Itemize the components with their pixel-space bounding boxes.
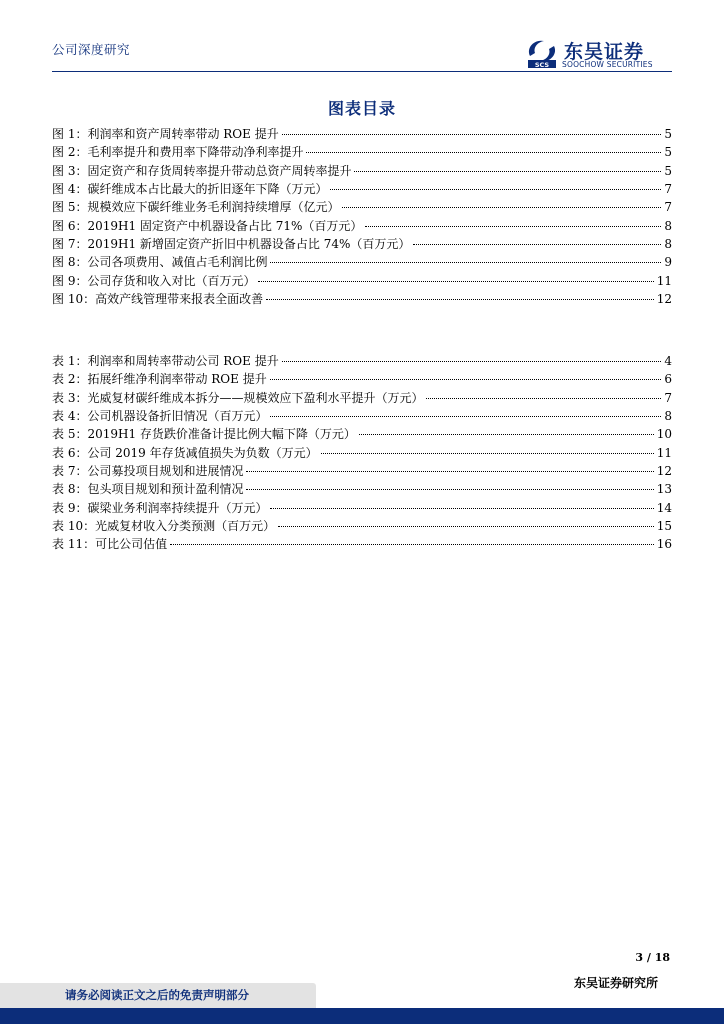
toc-page-number: 7 (664, 200, 672, 215)
dot-leader (426, 397, 661, 399)
dot-leader (258, 280, 653, 282)
toc-entry-text: 表 3：光威复材碳纤维成本拆分——规模效应下盈利水平提升（万元） (52, 390, 424, 405)
toc-page-number: 8 (664, 218, 672, 233)
toc-entry-text: 图 6：2019H1 固定资产中机器设备占比 71%（百万元） (52, 218, 363, 233)
dot-leader (270, 261, 661, 263)
toc-page-number: 8 (664, 237, 672, 252)
brand-name-en: SOOCHOW SECURITIES (562, 60, 653, 69)
footer-band (0, 1008, 724, 1024)
brand-logo-icon (524, 36, 560, 68)
footer-org: 东吴证券研究所 (573, 976, 658, 990)
toc-entry-text: 图 1：利润率和资产周转率带动 ROE 提升 (52, 127, 279, 141)
toc-entry-text: 图 4：碳纤维成本占比最大的折旧逐年下降（万元） (52, 182, 328, 197)
dot-leader (266, 298, 654, 300)
section-label: 公司深度研究 (52, 42, 131, 57)
toc-entry[interactable] (52, 425, 672, 443)
toc-page-number: 13 (656, 482, 672, 497)
dot-leader (246, 470, 653, 472)
toc-entry[interactable] (52, 444, 672, 462)
toc-page-number: 12 (656, 464, 672, 479)
toc-entry-text: 表 11：可比公司估值 (52, 537, 168, 552)
dot-leader (270, 378, 662, 380)
toc-entry[interactable] (52, 407, 672, 425)
toc-entry[interactable] (52, 480, 672, 498)
toc-entry-text: 图 9：公司存货和收入对比（百万元） (52, 273, 256, 288)
toc-entry[interactable] (52, 180, 672, 198)
toc-page-number: 9 (664, 255, 672, 270)
toc-entry[interactable] (52, 535, 672, 553)
brand-logo (524, 36, 676, 70)
toc-entry[interactable] (52, 389, 672, 407)
dot-leader (354, 170, 661, 172)
toc-page-number: 12 (656, 292, 672, 307)
toc-page-number: 11 (656, 273, 672, 288)
toc-entry-text: 表 10：光威复材收入分类预测（百万元） (52, 519, 276, 534)
toc-page-number: 4 (664, 354, 672, 368)
toc-entry[interactable] (52, 517, 672, 535)
toc-page-number: 5 (664, 127, 672, 141)
brand-name-cn: 东吴证券 (564, 41, 645, 63)
toc-entry-text: 表 2：拓展纤维净利润率带动 ROE 提升 (52, 372, 267, 387)
toc-entry-text: 表 5：2019H1 存货跌价准备计提比例大幅下降（万元） (52, 427, 356, 442)
dot-leader (342, 206, 661, 208)
toc-entry-text: 图 2：毛利率提升和费用率下降带动净利率提升 (52, 145, 304, 160)
toc-entry-text: 表 1：利润率和周转率带动公司 ROE 提升 (52, 354, 279, 368)
toc-page-number: 8 (664, 409, 672, 424)
toc-page-number: 11 (656, 445, 672, 460)
toc-entry-text: 表 7：公司募投项目规划和进展情况 (52, 464, 244, 479)
table-list (52, 352, 672, 554)
toc-page-number: 5 (664, 145, 672, 160)
dot-leader (270, 507, 653, 509)
toc-entry-text: 图 8：公司各项费用、减值占毛利润比例 (52, 255, 268, 270)
dot-leader (282, 360, 662, 362)
dot-leader (170, 543, 654, 545)
page-number: 3 / 18 (635, 951, 670, 964)
footer-disclaimer (0, 983, 316, 1008)
toc-entry[interactable] (52, 352, 672, 370)
dot-leader (321, 452, 654, 454)
toc-entry-text: 图 10：高效产线管理带来报表全面改善 (52, 292, 264, 307)
toc-entry[interactable] (52, 125, 672, 143)
toc-entry-text: 表 4：公司机器设备折旧情况（百万元） (52, 409, 268, 424)
disclaimer-text: 请务必阅读正文之后的免责声明部分 (65, 988, 249, 1002)
dot-leader (306, 151, 661, 153)
toc-entry[interactable] (52, 253, 672, 271)
dot-leader (282, 133, 662, 135)
dot-leader (330, 188, 661, 190)
toc-entry-text: 表 6：公司 2019 年存货减值损失为负数（万元） (52, 445, 318, 460)
toc-page-number: 14 (656, 500, 672, 515)
toc-entry[interactable] (52, 499, 672, 517)
toc-entry[interactable] (52, 272, 672, 290)
toc-entry[interactable] (52, 217, 672, 235)
header-divider (52, 71, 672, 72)
toc-page-number: 7 (664, 390, 672, 405)
toc-entry[interactable] (52, 462, 672, 480)
toc-entry[interactable] (52, 290, 672, 308)
toc-entry[interactable] (52, 370, 672, 388)
dot-leader (413, 243, 661, 245)
figure-list (52, 125, 672, 308)
toc-entry[interactable] (52, 162, 672, 180)
dot-leader (278, 525, 654, 527)
toc-entry[interactable] (52, 143, 672, 161)
dot-leader (359, 433, 654, 435)
toc-entry-text: 图 5：规模效应下碳纤维业务毛利润持续增厚（亿元） (52, 200, 340, 215)
toc-entry[interactable] (52, 235, 672, 253)
toc-page-number: 7 (664, 182, 672, 197)
toc-entry-text: 表 9：碳梁业务利润率持续提升（万元） (52, 500, 268, 515)
toc-page-number: 6 (664, 372, 672, 387)
dot-leader (365, 225, 661, 227)
toc-page-number: 10 (656, 427, 672, 442)
toc-entry-text: 图 3：固定资产和存货周转率提升带动总资产周转率提升 (52, 163, 352, 178)
page-title: 图表目录 (327, 99, 396, 118)
toc-page-number: 5 (664, 163, 672, 178)
toc-page-number: 15 (656, 519, 672, 534)
toc-entry-text: 表 8：包头项目规划和预计盈利情况 (52, 482, 244, 497)
toc-entry[interactable] (52, 198, 672, 216)
dot-leader (270, 415, 661, 417)
toc-entry-text: 图 7：2019H1 新增固定资产折旧中机器设备占比 74%（百万元） (52, 237, 411, 252)
dot-leader (246, 488, 653, 490)
brand-mark-text: SCS (534, 61, 550, 68)
toc-page-number: 16 (656, 537, 672, 552)
